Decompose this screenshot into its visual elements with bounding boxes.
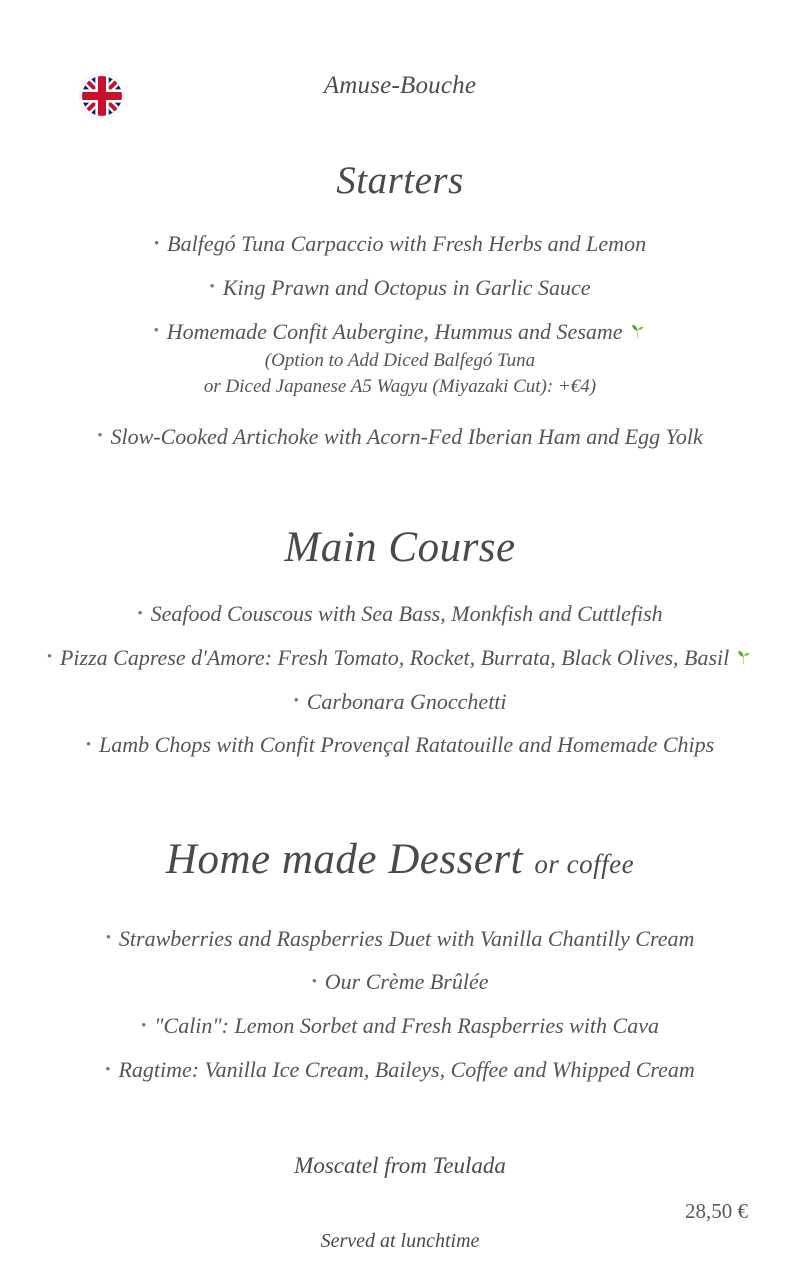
section-starters [0,160,800,458]
bullet-icon: • [105,930,111,947]
bullet-icon: • [153,235,160,252]
wine-pairing-label: Moscatel from Teulada [294,1152,506,1178]
section-title-starters: Starters [336,159,464,202]
section-title-main-course: Main Course [284,523,516,571]
menu-item-label: Balfegó Tuna Carpaccio with Fresh Herbs and Lemon [167,230,647,256]
menu-item-label: Strawberries and Raspberries Duet with Vanilla Chantilly Cream [118,925,695,951]
seedling-icon [628,321,647,340]
dessert-item-list [0,916,800,1091]
list-item [0,916,800,960]
bullet-icon: • [97,428,103,445]
bullet-icon: • [153,323,159,340]
bullet-icon: • [46,649,52,666]
menu-item-label: Homemade Confit Aubergine, Hummus and Sesame [166,318,623,344]
menu-item-label: Pizza Caprese d'Amore: Fresh Tomato, Rocket, Burrata, Black Olives, Basil [59,644,730,670]
menu-item-label: Slow-Cooked Artichoke with Acorn-Fed Iberian Ham and Egg Yolk [110,423,703,449]
list-item [0,265,800,309]
bullet-icon: • [209,279,215,296]
bullet-icon: • [311,974,317,991]
menu-item-label: Carbonara Gnocchetti [306,688,507,714]
bullet-icon: • [105,1061,111,1078]
seedling-icon [734,647,753,666]
section-spacer [0,1091,800,1153]
list-item [0,1003,800,1047]
section-dessert [0,836,800,1091]
menu-price: 28,50 € [685,1198,748,1223]
menu-item-label: "Calin": Lemon Sorbet and Fresh Raspberries with Cava [154,1013,659,1039]
section-title-dessert [0,836,800,883]
list-item [0,1047,800,1091]
option-note-line-1: (Option to Add Diced Balfegó Tuna [264,350,536,372]
bullet-icon: • [85,737,92,754]
menu-item-label: Lamb Chops with Confit Provençal Ratatouille and Homemade Chips [99,732,715,758]
list-item [0,309,800,353]
list-item [0,679,800,723]
bullet-icon: • [293,693,299,710]
bullet-icon: • [141,1017,147,1034]
list-item [0,591,800,635]
starters-option-note [0,348,800,399]
menu-item-label: Our Crème Brûlée [324,969,489,995]
starters-item-list [0,221,800,353]
starters-item-list-continued [0,414,800,458]
menu-footer [0,1153,800,1253]
section-title-dessert-main: Home made Dessert [165,836,524,884]
section-title-dessert-suffix: or coffee [534,849,635,880]
list-item [0,722,800,766]
menu-item-label: Ragtime: Vanilla Ice Cream, Baileys, Coffee and Whipped Cream [118,1057,695,1083]
main-course-item-list [0,591,800,766]
bullet-icon: • [137,605,143,622]
serving-note: Served at lunchtime [320,1229,480,1252]
section-spacer [0,766,800,836]
list-item [0,635,800,679]
section-spacer [0,458,800,524]
list-item [0,414,800,458]
list-item [0,221,800,265]
menu-item-label: King Prawn and Octopus in Garlic Sauce [222,274,591,300]
list-item [0,959,800,1003]
option-note-line-2: or Diced Japanese A5 Wagyu (Miyazaki Cut): +€4) [203,376,597,398]
menu-item-label: Seafood Couscous with Sea Bass, Monkfish and Cuttlefish [150,600,663,626]
page-title: Amuse-Bouche [323,72,477,99]
menu-header [0,0,800,120]
section-main-course [0,524,800,767]
